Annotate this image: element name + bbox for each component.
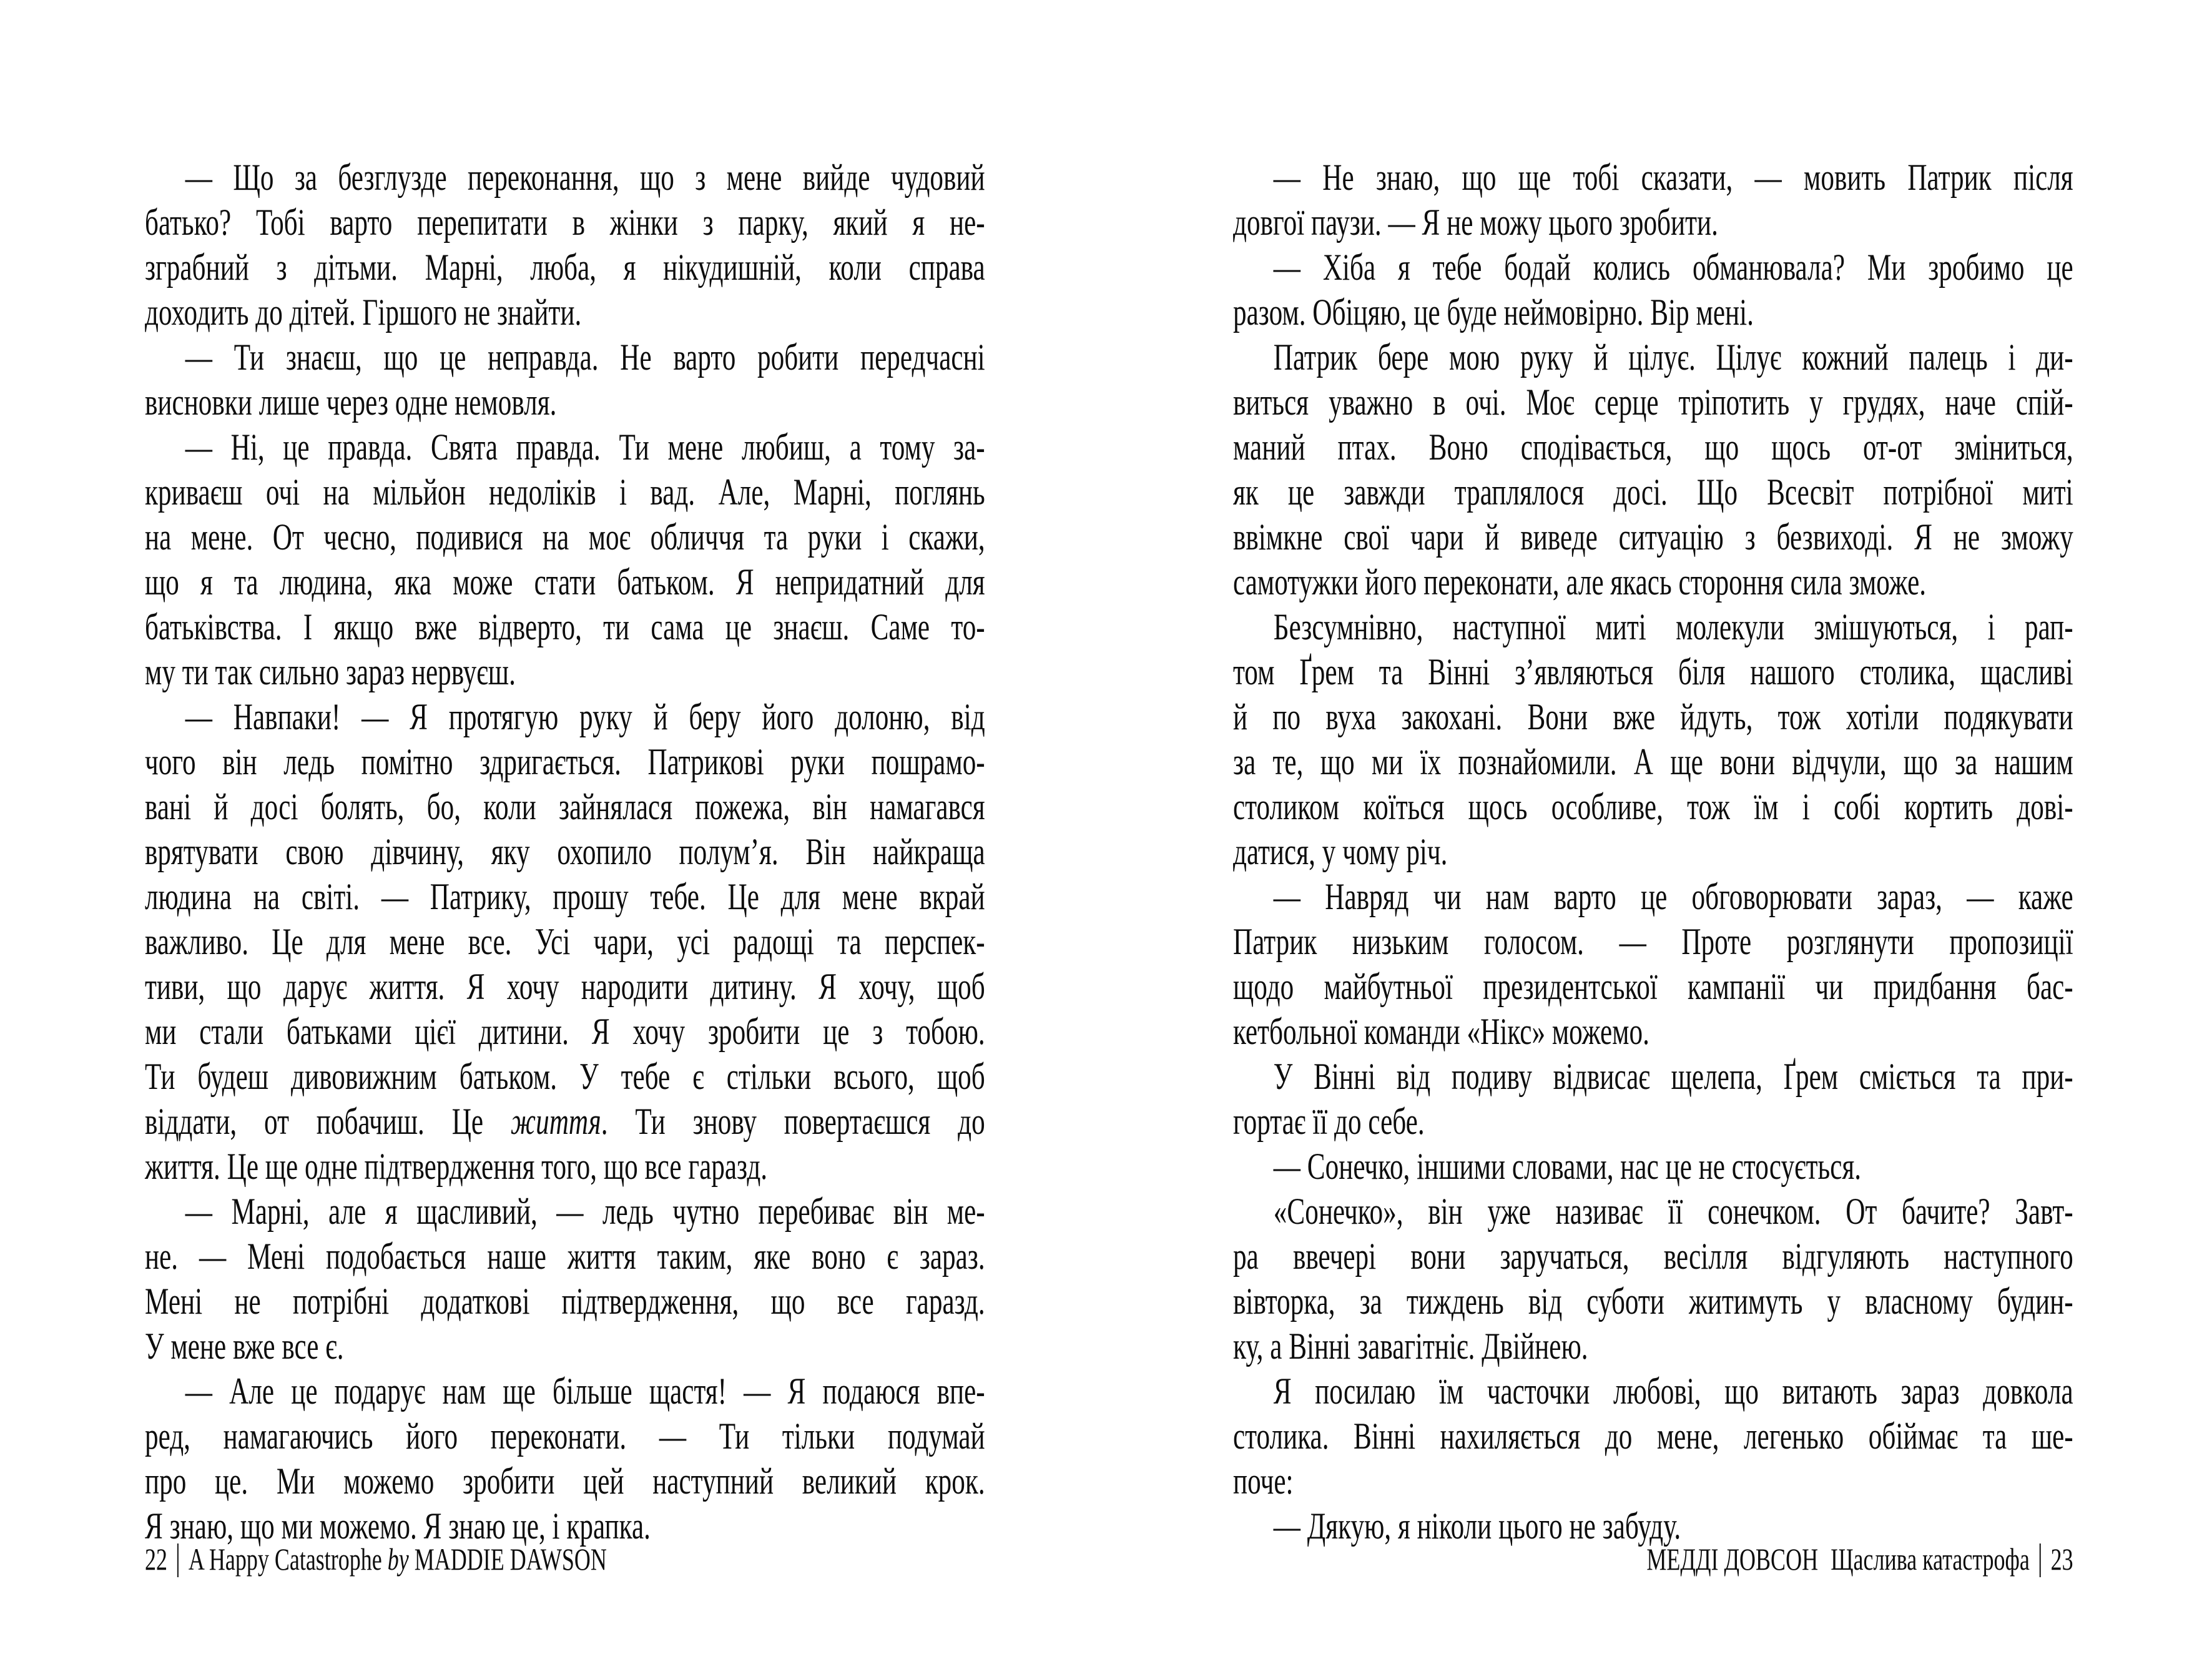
text-line: [145, 1414, 985, 1459]
text-segment: важливо. Це для мене все. Усі чари, усі радощі та перспек-: [145, 921, 985, 962]
text-segment: й по вуха закохані. Вони вже йдуть, тож хотіли подякувати: [1233, 696, 2073, 737]
text-line: [1233, 649, 2073, 694]
text-segment: віддати, от побачиш. Це: [145, 1101, 511, 1142]
text-line: [145, 604, 985, 649]
text-line: [1233, 829, 2073, 874]
text-segment: — Сонечко, іншими словами, нас це не стосується.: [1273, 1146, 1862, 1187]
text-line: [1233, 1099, 2073, 1144]
text-line: [145, 1189, 985, 1234]
text-segment: кетбольної команди «Нікс» можемо.: [1233, 1011, 1649, 1052]
text-segment: врятувати свою дівчину, яку охопило полум’я. Він найкраща: [145, 831, 985, 872]
text-line: [1233, 425, 2073, 470]
text-line: [1233, 1324, 2073, 1369]
text-segment: ред, намагаючись його переконати. — Ти тільки подумай: [145, 1415, 985, 1457]
text-line: [1233, 380, 2073, 425]
text-line: [145, 1324, 985, 1369]
text-line: [1233, 1459, 2073, 1504]
text-line: [145, 335, 985, 380]
text-line: [1233, 335, 2073, 380]
text-line: [1233, 1054, 2073, 1099]
text-segment: зграбний з дітьми. Марні, люба, я нікудишній, коли справа: [145, 247, 985, 288]
text-line: [1233, 739, 2073, 784]
text-segment: столика. Вінні нахиляється до мене, легенько обіймає та ше-: [1233, 1415, 2073, 1457]
text-segment: — Але це подарує нам ще більше щастя! — Я подаюся впе-: [185, 1371, 985, 1412]
text-segment: датися, у чому річ.: [1233, 831, 1448, 872]
text-segment: Мені не потрібні додаткові підтвердження, що все гаразд.: [145, 1281, 985, 1322]
text-line: [1233, 1414, 2073, 1459]
text-line: [1233, 694, 2073, 739]
text-segment: — Ти знаєш, що це неправда. Не варто робити передчасні: [185, 337, 985, 378]
text-segment: разом. Обіцяю, це буде неймовірно. Вір мені.: [1233, 292, 1754, 333]
text-line: [145, 155, 985, 200]
text-segment: щодо майбутньої президентської кампанії чи придбання бас-: [1233, 966, 2073, 1007]
text-line: [1233, 290, 2073, 335]
text-segment: маний птах. Воно сподівається, що щось от-от зміниться,: [1233, 426, 2073, 468]
text-line: [145, 559, 985, 604]
text-segment: що я та людина, яка може стати батьком. Я непридатний для: [145, 561, 985, 603]
text-segment: за те, що ми їх познайомили. А ще вони відчули, що за нашим: [1233, 741, 2073, 782]
footer-separator-bar: [2040, 1543, 2041, 1577]
left-page-number: 22: [145, 1542, 167, 1577]
text-segment: Патрик низьким голосом. — Проте розглянути пропозиції: [1233, 921, 2073, 962]
text-segment: Ти будеш дивовижним батьком. У тебе є стільки всього, щоб: [145, 1056, 985, 1097]
text-segment: батько? Тобі варто перепитати в жінки з парку, який я не-: [145, 202, 985, 243]
text-line: [145, 694, 985, 739]
left-page-footer: [145, 1540, 985, 1578]
text-segment: Безсумнівно, наступної миті молекули змішуються, і рап-: [1273, 606, 2073, 647]
text-line: [145, 1144, 985, 1189]
text-segment: ра ввечері вони заручаться, весілля відгуляють наступного: [1233, 1236, 2073, 1277]
text-line: [145, 919, 985, 964]
text-segment: не. — Мені подобається наше життя таким, яке воно є зараз.: [145, 1236, 985, 1277]
text-line: [1233, 200, 2073, 245]
author-name-latin: MADDIE DAWSON: [414, 1542, 607, 1577]
text-segment: самотужки його переконати, але якась стороння сила зможе.: [1233, 561, 1927, 603]
running-title-latin: A Happy Catastrophe: [188, 1542, 382, 1577]
text-line: [145, 200, 985, 245]
text-segment: — Не знаю, що ще тобі сказати, — мовить Патрик після: [1273, 157, 2073, 198]
text-segment: му ти так сильно зараз нервуєш.: [145, 651, 516, 692]
text-segment: вані й досі болять, бо, коли зайнялася пожежа, він намагався: [145, 786, 985, 827]
text-segment: Патрик бере мою руку й цілує. Цілує кожний палець і ди-: [1273, 337, 2073, 378]
text-line: [145, 739, 985, 784]
text-segment: — Марні, але я щасливий, — ледь чутно перебиває він ме-: [185, 1191, 985, 1232]
text-line: [145, 514, 985, 559]
text-segment: — Навряд чи нам варто це обговорювати зараз, — каже: [1273, 876, 2073, 917]
text-segment: на мене. От чесно, подивися на моє обличчя та руки і скажи,: [145, 516, 985, 558]
italic-text: життя: [510, 1101, 601, 1142]
text-line: [1233, 919, 2073, 964]
text-line: [1233, 874, 2073, 919]
text-segment: вівторка, за тиждень від суботи житимуть у власному будин-: [1233, 1281, 2073, 1322]
text-line: [1233, 1279, 2073, 1324]
text-segment: — Хіба я тебе бодай колись обманювала? Ми зробимо це: [1273, 247, 2073, 288]
text-line: [145, 649, 985, 694]
text-segment: том Ґрем та Вінні з’являються біля нашого столика, щасливі: [1233, 651, 2073, 692]
text-line: [145, 874, 985, 919]
author-name-cyrillic: МЕДДІ ДОВСОН: [1646, 1542, 1819, 1577]
text-segment: ку, а Вінні завагітніє. Двійнею.: [1233, 1326, 1588, 1367]
text-line: [145, 1009, 985, 1054]
text-segment: ми стали батьками цієї дитини. Я хочу зробити це з тобою.: [145, 1011, 985, 1052]
by-word: by: [387, 1542, 409, 1577]
text-segment: Я посилаю їм часточки любові, що витають зараз довкола: [1273, 1371, 2073, 1412]
running-title-cyrillic: Щаслива катастрофа: [1831, 1542, 2030, 1577]
text-segment: — Дякую, я ніколи цього не забуду.: [1273, 1505, 1681, 1547]
text-segment: висновки лише через одне немовля.: [145, 382, 557, 423]
text-segment: батьківства. І якщо вже відверто, ти сама це знаєш. Саме то-: [145, 606, 985, 647]
text-segment: столиком коїться щось особливе, тож їм і собі кортить дові-: [1233, 786, 2073, 827]
text-segment: — Що за безглузде переконання, що з мене вийде чудовий: [185, 157, 985, 198]
text-line: [145, 964, 985, 1009]
text-segment: — Навпаки! — Я протягую руку й беру його долоню, від: [185, 696, 985, 737]
text-line: [1233, 1144, 2073, 1189]
text-segment: У Вінні від подиву відвисає щелепа, Ґрем сміється та при-: [1273, 1056, 2073, 1097]
right-page-text: [1233, 155, 2073, 1548]
text-segment: життя. Це ще одне підтвердження того, що все гаразд.: [145, 1146, 768, 1187]
text-line: [1233, 559, 2073, 604]
text-line: [1233, 1369, 2073, 1414]
text-line: [1233, 964, 2073, 1009]
text-line: [145, 245, 985, 290]
text-line: [145, 290, 985, 335]
text-line: [1233, 1189, 2073, 1234]
text-segment: поче:: [1233, 1460, 1294, 1502]
text-segment: чого він ледь помітно здригається. Патрикові руки пошрамо-: [145, 741, 985, 782]
text-line: [1233, 155, 2073, 200]
text-line: [145, 380, 985, 425]
text-segment: криваєш очі на мільйон недоліків і вад. Але, Марні, поглянь: [145, 471, 985, 513]
text-segment: У мене вже все є.: [145, 1326, 344, 1367]
text-segment: про це. Ми можемо зробити цей наступний великий крок.: [145, 1460, 985, 1502]
text-segment: Я знаю, що ми можемо. Я знаю це, і крапка.: [145, 1505, 651, 1547]
footer-separator-bar: [177, 1543, 179, 1577]
text-segment: довгої паузи. — Я не можу цього зробити.: [1233, 202, 1718, 243]
text-line: [145, 1234, 985, 1279]
text-segment: ввімкне свої чари й виведе ситуацію з безвиході. Я не зможу: [1233, 516, 2073, 558]
text-line: [145, 829, 985, 874]
text-line: [1233, 514, 2073, 559]
text-line: [145, 1054, 985, 1099]
text-segment: виться уважно в очі. Моє серце тріпотить у грудях, наче спій-: [1233, 382, 2073, 423]
text-line: [145, 1279, 985, 1324]
text-segment: людина на світі. — Патрику, прошу тебе. Це для мене вкрай: [145, 876, 985, 917]
text-line: [145, 1459, 985, 1504]
text-line: [1233, 245, 2073, 290]
text-line: [145, 784, 985, 829]
text-line: [145, 470, 985, 514]
text-line: [1233, 784, 2073, 829]
right-page-footer: [1233, 1540, 2073, 1578]
text-line: [145, 1099, 985, 1144]
text-line: [145, 425, 985, 470]
text-segment: як це завжди траплялося досі. Що Всесвіт потрібної миті: [1233, 471, 2073, 513]
text-segment: доходить до дітей. Гіршого не знайти.: [145, 292, 582, 333]
text-segment: тиви, що дарує життя. Я хочу народити дитину. Я хочу, щоб: [145, 966, 985, 1007]
text-segment: — Ні, це правда. Свята правда. Ти мене любиш, а тому за-: [185, 426, 985, 468]
text-segment: «Сонечко», він уже називає її сонечком. От бачите? Завт-: [1273, 1191, 2073, 1232]
text-segment: гортає її до себе.: [1233, 1101, 1425, 1142]
left-page-text: [145, 155, 985, 1548]
text-segment: . Ти знову повертаєшся до: [601, 1101, 985, 1142]
text-line: [1233, 604, 2073, 649]
text-line: [1233, 1234, 2073, 1279]
text-line: [145, 1369, 985, 1414]
text-line: [1233, 470, 2073, 514]
right-page-number: 23: [2050, 1542, 2073, 1577]
text-line: [1233, 1009, 2073, 1054]
